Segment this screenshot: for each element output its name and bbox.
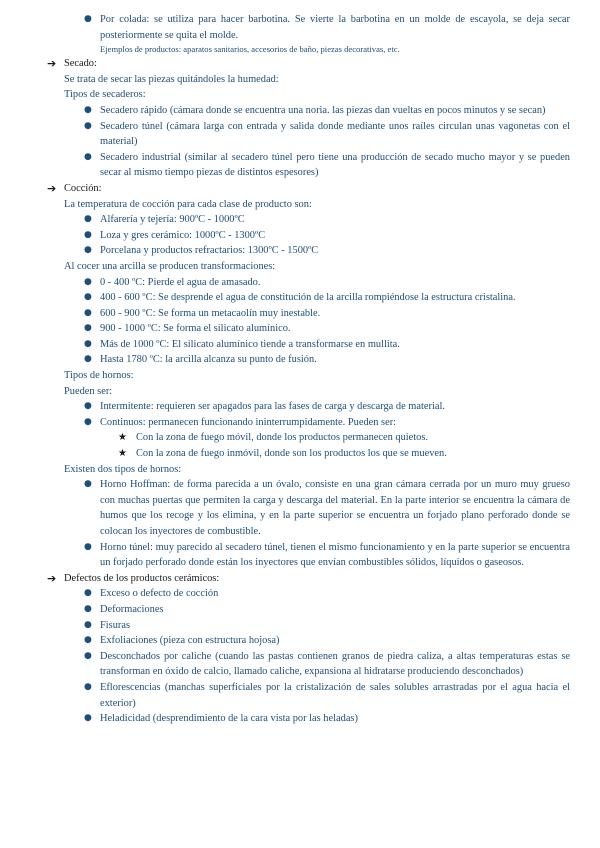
bullet-icon: ● bbox=[84, 276, 92, 287]
list-item bbox=[0, 243, 600, 259]
list-item-text: Intermitente: requieren ser apagados para las fases de carga y descarga de material. bbox=[100, 401, 445, 413]
star-icon: ★ bbox=[118, 448, 127, 460]
list-item-text: 0 - 400 ºC: Pierde el agua de amasado. bbox=[100, 276, 261, 288]
sub-list-item bbox=[0, 446, 600, 462]
bullet-icon: ● bbox=[84, 214, 92, 225]
list-item bbox=[0, 212, 600, 228]
list-item bbox=[0, 119, 600, 150]
bullet-icon: ● bbox=[84, 104, 92, 115]
list-item-text: Deformaciones bbox=[100, 603, 164, 615]
bullet-icon: ● bbox=[84, 479, 92, 490]
list-item-text: Exceso o defecto de cocción bbox=[100, 588, 219, 600]
bullet-icon: ● bbox=[84, 229, 92, 240]
bullet-icon: ● bbox=[84, 120, 92, 131]
list-item-text: Horno Hoffman: de forma parecida a un óvalo, consiste en una gran cámara cerrada por un muro muy grueso con muchas puertas que permiten la carga y descarga del material. En la parte interior se encuentra la cámara de humos que los recoge y los elimina, y en la parte superior se encuentra un forjado plano perforado donde se colocan los inyectores de combustible. bbox=[100, 479, 570, 537]
list-item bbox=[0, 540, 600, 571]
list-item bbox=[0, 352, 600, 368]
list-item bbox=[0, 275, 600, 291]
list-item-text: 400 - 600 ºC: Se desprende el agua de constitución de la arcilla rompiéndose la estructura cristalina. bbox=[100, 292, 516, 304]
colada-text: Por colada: se utiliza para hacer barbotina. Se vierte la barbotina en un molde de escayola, se deja secar posteriormente se quita el molde. bbox=[100, 14, 570, 41]
coccion-heading: Cocción: bbox=[64, 182, 102, 194]
list-item bbox=[0, 711, 600, 727]
bullet-icon: ● bbox=[84, 401, 92, 412]
list-item bbox=[0, 477, 600, 539]
bullet-icon: ● bbox=[84, 323, 92, 334]
arrow-icon: ➔ bbox=[47, 57, 57, 71]
ovens-label: Tipos de hornos: bbox=[64, 370, 134, 382]
bullet-icon: ● bbox=[84, 416, 92, 427]
bullet-icon: ● bbox=[84, 650, 92, 661]
exist-label: Existen dos tipos de hornos: bbox=[64, 463, 182, 475]
list-item-text: Secadero industrial (similar al secadero túnel pero tiene una producción de secado mucho mayor y se pueden secar al mismo tiempo piezas de distintos espesores) bbox=[100, 151, 570, 179]
list-item bbox=[0, 306, 600, 322]
list-item bbox=[0, 103, 600, 119]
arrow-icon: ➔ bbox=[47, 181, 57, 195]
bullet-icon: ● bbox=[84, 307, 92, 318]
defectos-heading: Defectos de los productos cerámicos: bbox=[64, 572, 220, 584]
bullet-icon: ● bbox=[84, 245, 92, 256]
list-item-text: Secadero túnel (cámara larga con entrada y salida donde mediante unos raíles circulan unas vagonetas con el material) bbox=[100, 120, 570, 148]
colada-examples: Ejemplos de productos: aparatos sanitarios, accesorios de baño, piezas decorativas, etc. bbox=[100, 44, 400, 55]
sub-list-item-text: Con la zona de fuego inmóvil, donde son los productos los que se mueven. bbox=[136, 448, 447, 460]
can-be-label: Pueden ser: bbox=[64, 385, 113, 397]
section-heading-secado bbox=[0, 56, 600, 72]
secado-intro: Se trata de secar las piezas quitándoles la humedad: bbox=[64, 73, 279, 85]
list-item-text: Hasta 1780 ºC: la arcilla alcanza su punto de fusión. bbox=[100, 354, 317, 366]
list-item-text: 600 - 900 ºC: Se forma un metacaolín muy inestable. bbox=[100, 307, 321, 319]
bullet-icon: ● bbox=[84, 588, 92, 599]
list-item bbox=[0, 415, 600, 431]
list-item bbox=[0, 228, 600, 244]
list-item-text: 900 - 1000 ºC: Se forma el silicato alumínico. bbox=[100, 323, 291, 335]
bullet-icon: ● bbox=[84, 541, 92, 552]
bullet-icon: ● bbox=[84, 713, 92, 724]
list-item-text: Horno túnel: muy parecido al secadero túnel, tienen el mismo funcionamiento y en la parte superior se encuentra un forjado perforado donde están los inyectores que envían combustibles sólidos, líquidos o gaseosos. bbox=[100, 541, 570, 569]
secado-heading: Secado: bbox=[64, 58, 97, 70]
list-item-text: Fisuras bbox=[100, 619, 131, 631]
list-item-text: Heladicidad (desprendimiento de la cara vista por las heladas) bbox=[100, 713, 358, 725]
list-item-text: Loza y gres cerámico: 1000ºC - 1300ºC bbox=[100, 229, 266, 241]
list-item-text: Alfarería y tejería: 900ºC - 1000ºC bbox=[100, 214, 245, 226]
list-item bbox=[0, 618, 600, 634]
list-item-text: Secadero rápido (cámara donde se encuentra una noria. las piezas dan vueltas en pocos minutos y se secan) bbox=[100, 104, 546, 116]
list-item-text: Eflorescencias (manchas superficiales por la cristalización de sales solubles arrastradas por el agua hacia el exterior) bbox=[100, 681, 570, 709]
star-icon: ★ bbox=[118, 432, 127, 444]
bullet-icon: ● bbox=[84, 603, 92, 614]
temp-intro: La temperatura de cocción para cada clase de producto son: bbox=[64, 198, 312, 210]
section-heading-coccion bbox=[0, 181, 600, 197]
list-item bbox=[0, 399, 600, 415]
section-heading-defectos bbox=[0, 571, 600, 587]
bullet-icon: ● bbox=[84, 635, 92, 646]
list-item-text: Continuos: permanecen funcionando ininterrumpidamente. Pueden ser: bbox=[100, 416, 397, 428]
list-item bbox=[0, 150, 600, 181]
bullet-icon: ● bbox=[84, 14, 92, 24]
list-item bbox=[0, 680, 600, 711]
list-item-text: Desconchados por caliche (cuando las pastas contienen granos de piedra caliza, a altas temperaturas estas se transforman en óxido de calcio, llamado caliche, expansiona al hidratarse produciendo desconchados) bbox=[100, 650, 570, 678]
bullet-icon: ● bbox=[84, 354, 92, 365]
bullet-icon: ● bbox=[84, 681, 92, 692]
secado-types-label: Tipos de secaderos: bbox=[64, 89, 146, 101]
sub-list-item-text: Con la zona de fuego móvil, donde los productos permanecen quietos. bbox=[136, 432, 429, 444]
document-page bbox=[0, 12, 600, 727]
list-item bbox=[0, 586, 600, 602]
list-item bbox=[0, 602, 600, 618]
arrow-icon: ➔ bbox=[47, 571, 57, 585]
list-item bbox=[0, 633, 600, 649]
list-item bbox=[0, 337, 600, 353]
list-item bbox=[0, 290, 600, 306]
transform-intro: Al cocer una arcilla se producen transformaciones: bbox=[64, 260, 276, 272]
colada-item bbox=[0, 12, 600, 43]
bullet-icon: ● bbox=[84, 151, 92, 162]
list-item bbox=[0, 321, 600, 337]
bullet-icon: ● bbox=[84, 338, 92, 349]
sub-list-item bbox=[0, 430, 600, 446]
list-item-text: Porcelana y productos refractarios: 1300ºC - 1500ºC bbox=[100, 245, 319, 257]
bullet-icon: ● bbox=[84, 292, 92, 303]
list-item-text: Más de 1000 ºC: El silicato alumínico tiende a transformarse en mullita. bbox=[100, 338, 400, 350]
list-item bbox=[0, 649, 600, 680]
list-item-text: Exfoliaciones (pieza con estructura hojosa) bbox=[100, 635, 280, 647]
bullet-icon: ● bbox=[84, 619, 92, 630]
